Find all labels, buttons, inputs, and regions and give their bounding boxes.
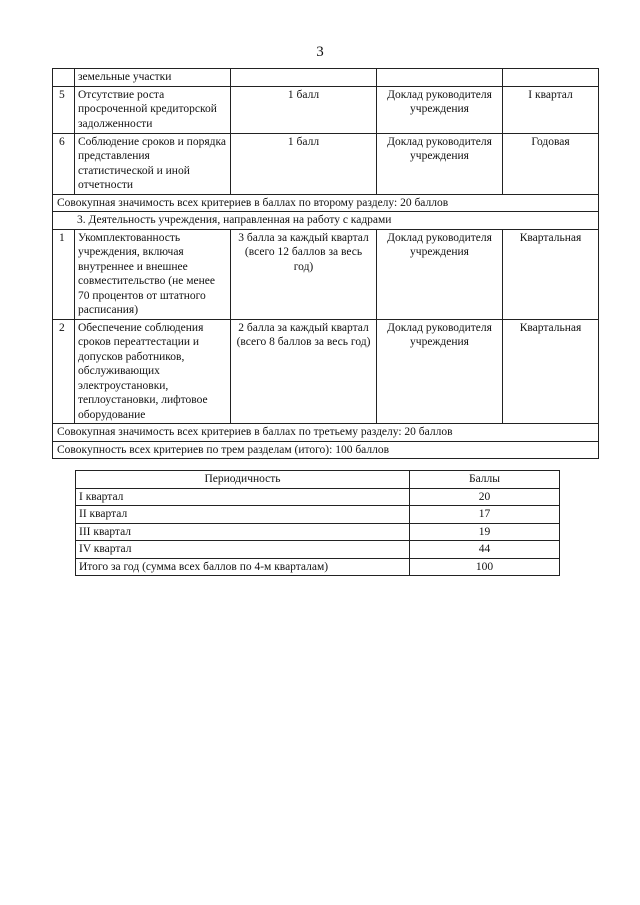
table-row: [53, 133, 599, 194]
period-points: 17: [410, 506, 560, 524]
criterion-description: Отсутствие роста просроченной кредиторской задолженности: [75, 86, 231, 133]
period-label: I квартал: [76, 488, 410, 506]
criterion-source: [377, 69, 503, 87]
criterion-points: [231, 69, 377, 87]
period-label: II квартал: [76, 506, 410, 524]
criterion-points: 1 балл: [231, 86, 377, 133]
column-header-points: Баллы: [410, 471, 560, 489]
row-number-cell: 6: [53, 133, 75, 194]
period-points: 100: [410, 558, 560, 576]
row-number-cell: 2: [53, 319, 75, 424]
table-row: [53, 86, 599, 133]
criterion-points: 2 балла за каждый квартал (всего 8 баллов за весь год): [231, 319, 377, 424]
criterion-description: Укомплектованность учреждения, включая внутреннее и внешнее совместительство (не менее 70 процентов от штатного расписания): [75, 229, 231, 319]
table-row: [76, 541, 560, 559]
table-row: [76, 523, 560, 541]
criterion-period: I квартал: [503, 86, 599, 133]
period-points: 44: [410, 541, 560, 559]
criterion-points: 1 балл: [231, 133, 377, 194]
criterion-description: земельные участки: [75, 69, 231, 87]
section3-total: Совокупная значимость всех критериев в баллах по третьему разделу: 20 баллов: [53, 424, 599, 442]
grand-total: Совокупность всех критериев по трем разделам (итого): 100 баллов: [53, 441, 599, 459]
criterion-points: 3 балла за каждый квартал (всего 12 баллов за весь год): [231, 229, 377, 319]
header-row: [76, 471, 560, 489]
period-label: Итого за год (сумма всех баллов по 4-м кварталам): [76, 558, 410, 576]
periods-table: [75, 470, 560, 576]
criteria-table: [52, 68, 599, 459]
criterion-period: Годовая: [503, 133, 599, 194]
table-row: [53, 229, 599, 319]
period-points: 20: [410, 488, 560, 506]
page-number: 3: [316, 44, 324, 60]
criterion-source: Доклад руководителя учреждения: [377, 319, 503, 424]
criterion-period: [503, 69, 599, 87]
period-label: IV квартал: [76, 541, 410, 559]
section3-header: 3. Деятельность учреждения, направленная на работу с кадрами: [53, 212, 599, 230]
section-total-row: [53, 424, 599, 442]
section-header-row: [53, 212, 599, 230]
criterion-period: Квартальная: [503, 319, 599, 424]
section-total-row: [53, 194, 599, 212]
row-number-cell: 1: [53, 229, 75, 319]
table-row: [53, 69, 599, 87]
table-row: [76, 488, 560, 506]
criterion-description: Обеспечение соблюдения сроков переаттестации и допусков работников, обслуживающих электроустановки, теплоустановки, лифтовое оборудование: [75, 319, 231, 424]
period-label: III квартал: [76, 523, 410, 541]
table-row: [53, 319, 599, 424]
section2-total: Совокупная значимость всех критериев в баллах по второму разделу: 20 баллов: [53, 194, 599, 212]
table-row: [76, 506, 560, 524]
row-number-cell: 5: [53, 86, 75, 133]
period-points: 19: [410, 523, 560, 541]
table-row: [76, 558, 560, 576]
criterion-description: Соблюдение сроков и порядка представления статистической и иной отчетности: [75, 133, 231, 194]
column-header-period: Периодичность: [76, 471, 410, 489]
criterion-source: Доклад руководителя учреждения: [377, 229, 503, 319]
criterion-period: Квартальная: [503, 229, 599, 319]
grand-total-row: [53, 441, 599, 459]
row-number-cell: [53, 69, 75, 87]
criterion-source: Доклад руководителя учреждения: [377, 86, 503, 133]
criterion-source: Доклад руководителя учреждения: [377, 133, 503, 194]
